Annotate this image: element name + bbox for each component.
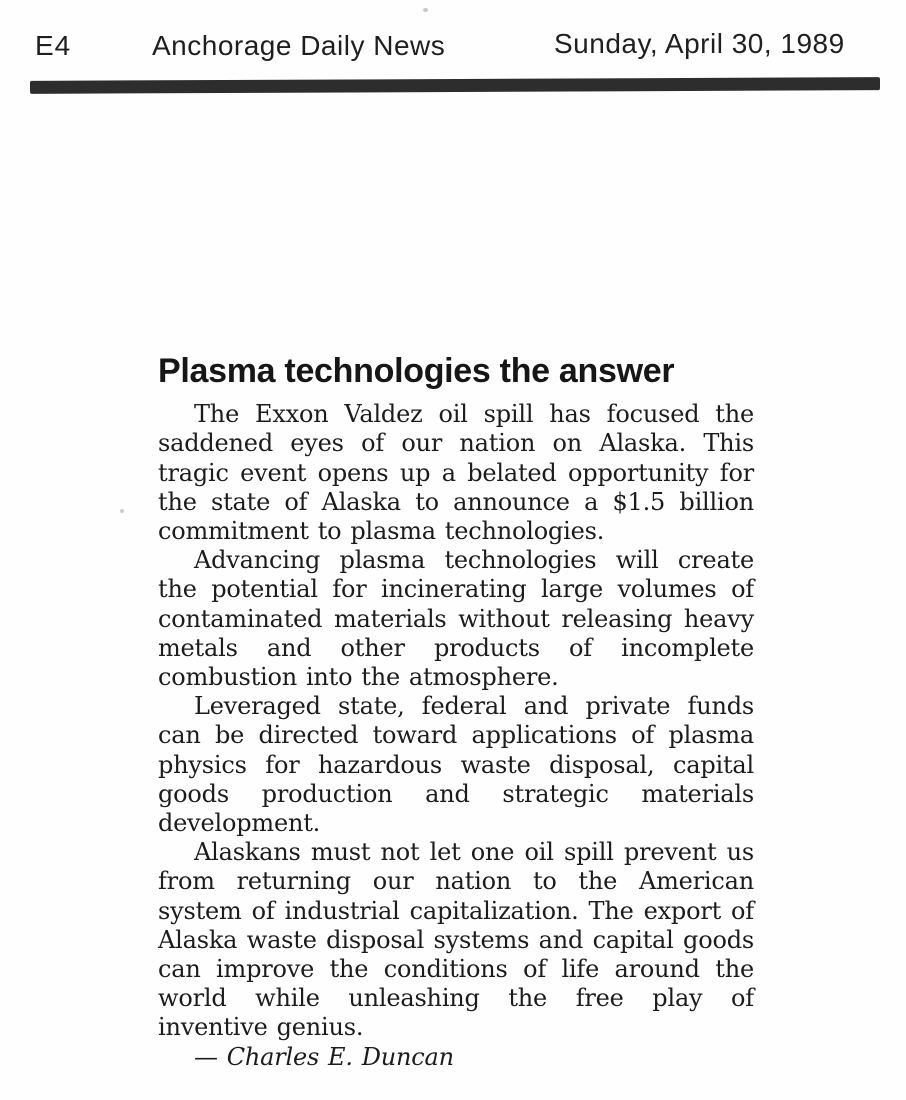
article-byline: — Charles E. Duncan — [194, 1042, 454, 1071]
article-paragraph: Leveraged state, federal and private funds can be directed toward applications of plasma physics for hazardous waste disposal, capital goods production and strategic materials development. — [158, 692, 754, 837]
scan-speck — [120, 509, 124, 513]
newspaper-name: Anchorage Daily News — [152, 30, 446, 61]
masthead — [0, 0, 906, 110]
article-headline: Plasma technologies the answer — [158, 352, 675, 390]
page-number: E4 — [35, 30, 72, 61]
article — [158, 352, 754, 1072]
article-paragraph: Advancing plasma technologies will create the potential for incinerating large volumes of contaminated materials without releasing heavy metals and other products of incomplete combustion into the atmosphere. — [158, 546, 754, 691]
scan-speck — [423, 8, 428, 12]
issue-date: Sunday, April 30, 1989 — [554, 28, 845, 59]
masthead-rule — [30, 77, 880, 94]
article-body — [158, 400, 754, 1072]
article-paragraph: Alaskans must not let one oil spill prevent us from returning our nation to the American system of industrial capitalization. The export of Alaska waste disposal systems and capital goods can improve the conditions of life around the world while unleashing the free play of inventive genius. — [158, 838, 754, 1042]
article-paragraph: The Exxon Valdez oil spill has focused the saddened eyes of our nation on Alaska. This tragic event opens up a belated opportunity for the state of Alaska to announce a $1.5 billion commitment to plasma technologies. — [158, 400, 754, 545]
